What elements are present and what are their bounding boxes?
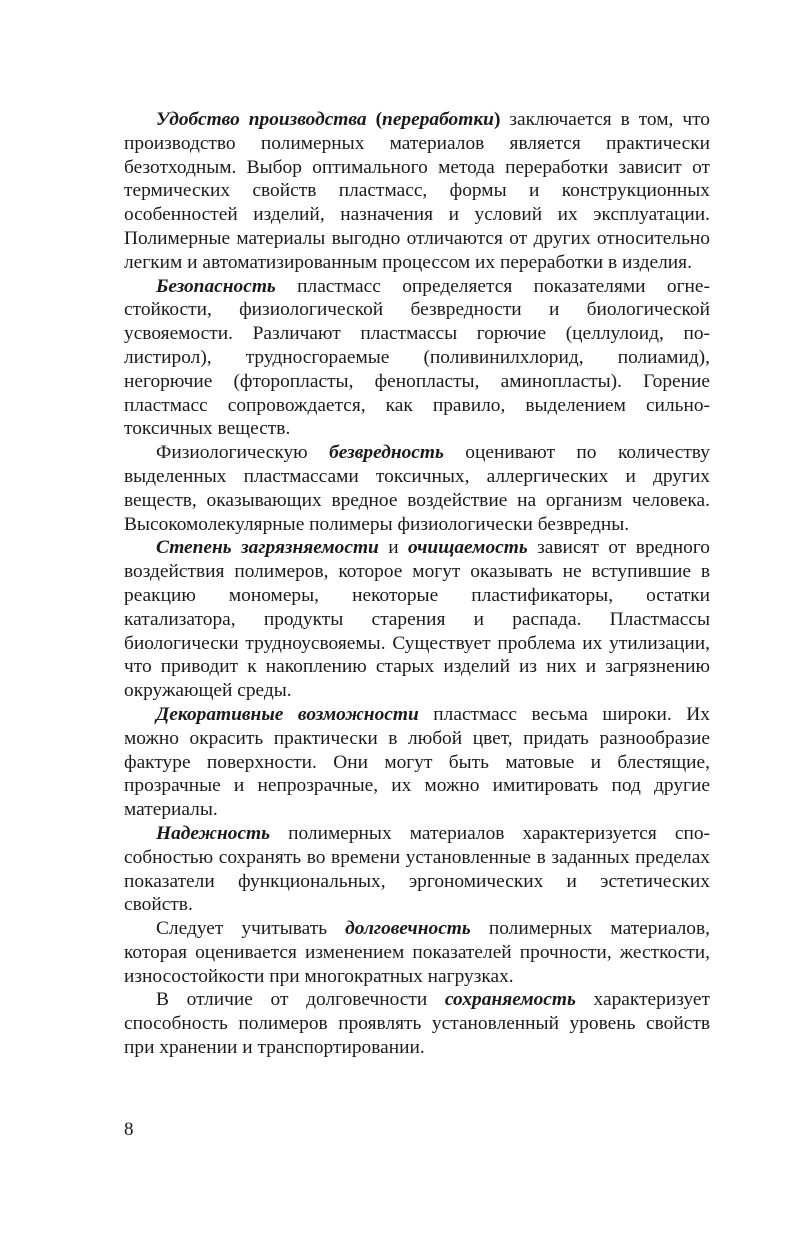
paragraph-durability bbox=[124, 917, 710, 988]
page-number: 8 bbox=[124, 1119, 134, 1140]
term-durability: долговечность bbox=[345, 918, 471, 940]
paragraph-text: полимерных материалов, которая оценивается изменением показателей прочности, жесткости, износостойкости при многократных нагрузках. bbox=[124, 918, 710, 987]
paragraph-text: пластмасс весьма широки. Их можно окрасить практически в любой цвет, придать разнообразие фактуре поверхности. Они могут быть матовые и блестящие, прозрачные и непрозрачные, их можно имитировать под другие материалы. bbox=[124, 703, 710, 821]
paragraph-lead: Следует учитывать bbox=[156, 918, 346, 940]
paragraph-text: зависят от вредного воздействия полимеров, которое могут оказывать не вступившие в реакцию мономеры, некоторые пластификаторы, остатки катализатора, продукты старения и распада. Пластмассы биологически трудноусвояемы. Существует проблема их утилизации, что приводит к накоплению старых изделий из них и загрязнению окружающей среды. bbox=[124, 537, 710, 702]
paragraph-preservability bbox=[124, 988, 710, 1059]
paragraph-lead: Физиологическую bbox=[156, 442, 330, 464]
term-harmlessness: безвредность bbox=[329, 442, 444, 464]
page-body bbox=[124, 108, 710, 1060]
paragraph-harmlessness bbox=[124, 441, 710, 536]
paragraph-conjunction: и bbox=[378, 537, 409, 559]
paragraph-text: заключается в том, что производство полимерных материалов является практически безотходным. Выбор оптимального метода переработки зависит от термических свойств пластмасс, формы и конструкционных особенностей изделий, назначения и условий их эксплуатации. Полимерные материалы выгодно отличаются от других относительно легким и автоматизированным процессом их переработки в изделия. bbox=[124, 109, 710, 273]
term-preservability: сохраняемость bbox=[444, 989, 576, 1011]
bracket-open: ( bbox=[366, 109, 383, 130]
paragraph-text: пластмасс определяется показателями огнестойкости, физиологической безвредности и биологической усвояемости. Различают пластмассы горючие (целлулоид, полистирол), трудносгораемые (поливинилхлорид, полиамид), негорючие (фторопласты, фенопласты, аминопласты). Горение пластмасс сопровождается, как правило, выделением сильнотоксичных веществ. bbox=[124, 275, 710, 440]
paragraph-reliability bbox=[124, 822, 710, 917]
paragraph-text: характеризует способность полимеров проявлять установленный уровень свойств при хранении и транспортировании. bbox=[124, 989, 710, 1059]
paragraph-lead: В отличие от долговечности bbox=[156, 989, 445, 1011]
term-decorative-possibilities: Декоративные возможности bbox=[156, 703, 419, 725]
term-processing: переработки bbox=[382, 109, 494, 130]
term-safety: Безопасность bbox=[156, 275, 276, 297]
term-cleanability: очищаемость bbox=[408, 537, 528, 559]
term-pollution-degree: Степень загрязняемости bbox=[156, 537, 379, 559]
term-reliability: Надежность bbox=[156, 822, 270, 844]
paragraph-text: полимерных материалов характеризуется способностью сохранять во времени установленные в заданных пределах показатели функциональных, эргономических и эстетических свойств. bbox=[124, 822, 710, 916]
paragraph-pollution bbox=[124, 536, 710, 703]
paragraph-decorative bbox=[124, 703, 710, 822]
paragraph-production-convenience bbox=[124, 108, 710, 275]
paragraph-text: оценивают по количеству выделенных пластмассами токсичных, аллергических и других веществ, оказывающих вредное воздействие на организм человека. Высокомолекулярные полимеры физиологически безвредны. bbox=[124, 442, 710, 535]
term-production-convenience: Удобство производства bbox=[156, 109, 367, 130]
bracket-close: ) bbox=[493, 109, 501, 130]
paragraph-safety bbox=[124, 275, 710, 442]
